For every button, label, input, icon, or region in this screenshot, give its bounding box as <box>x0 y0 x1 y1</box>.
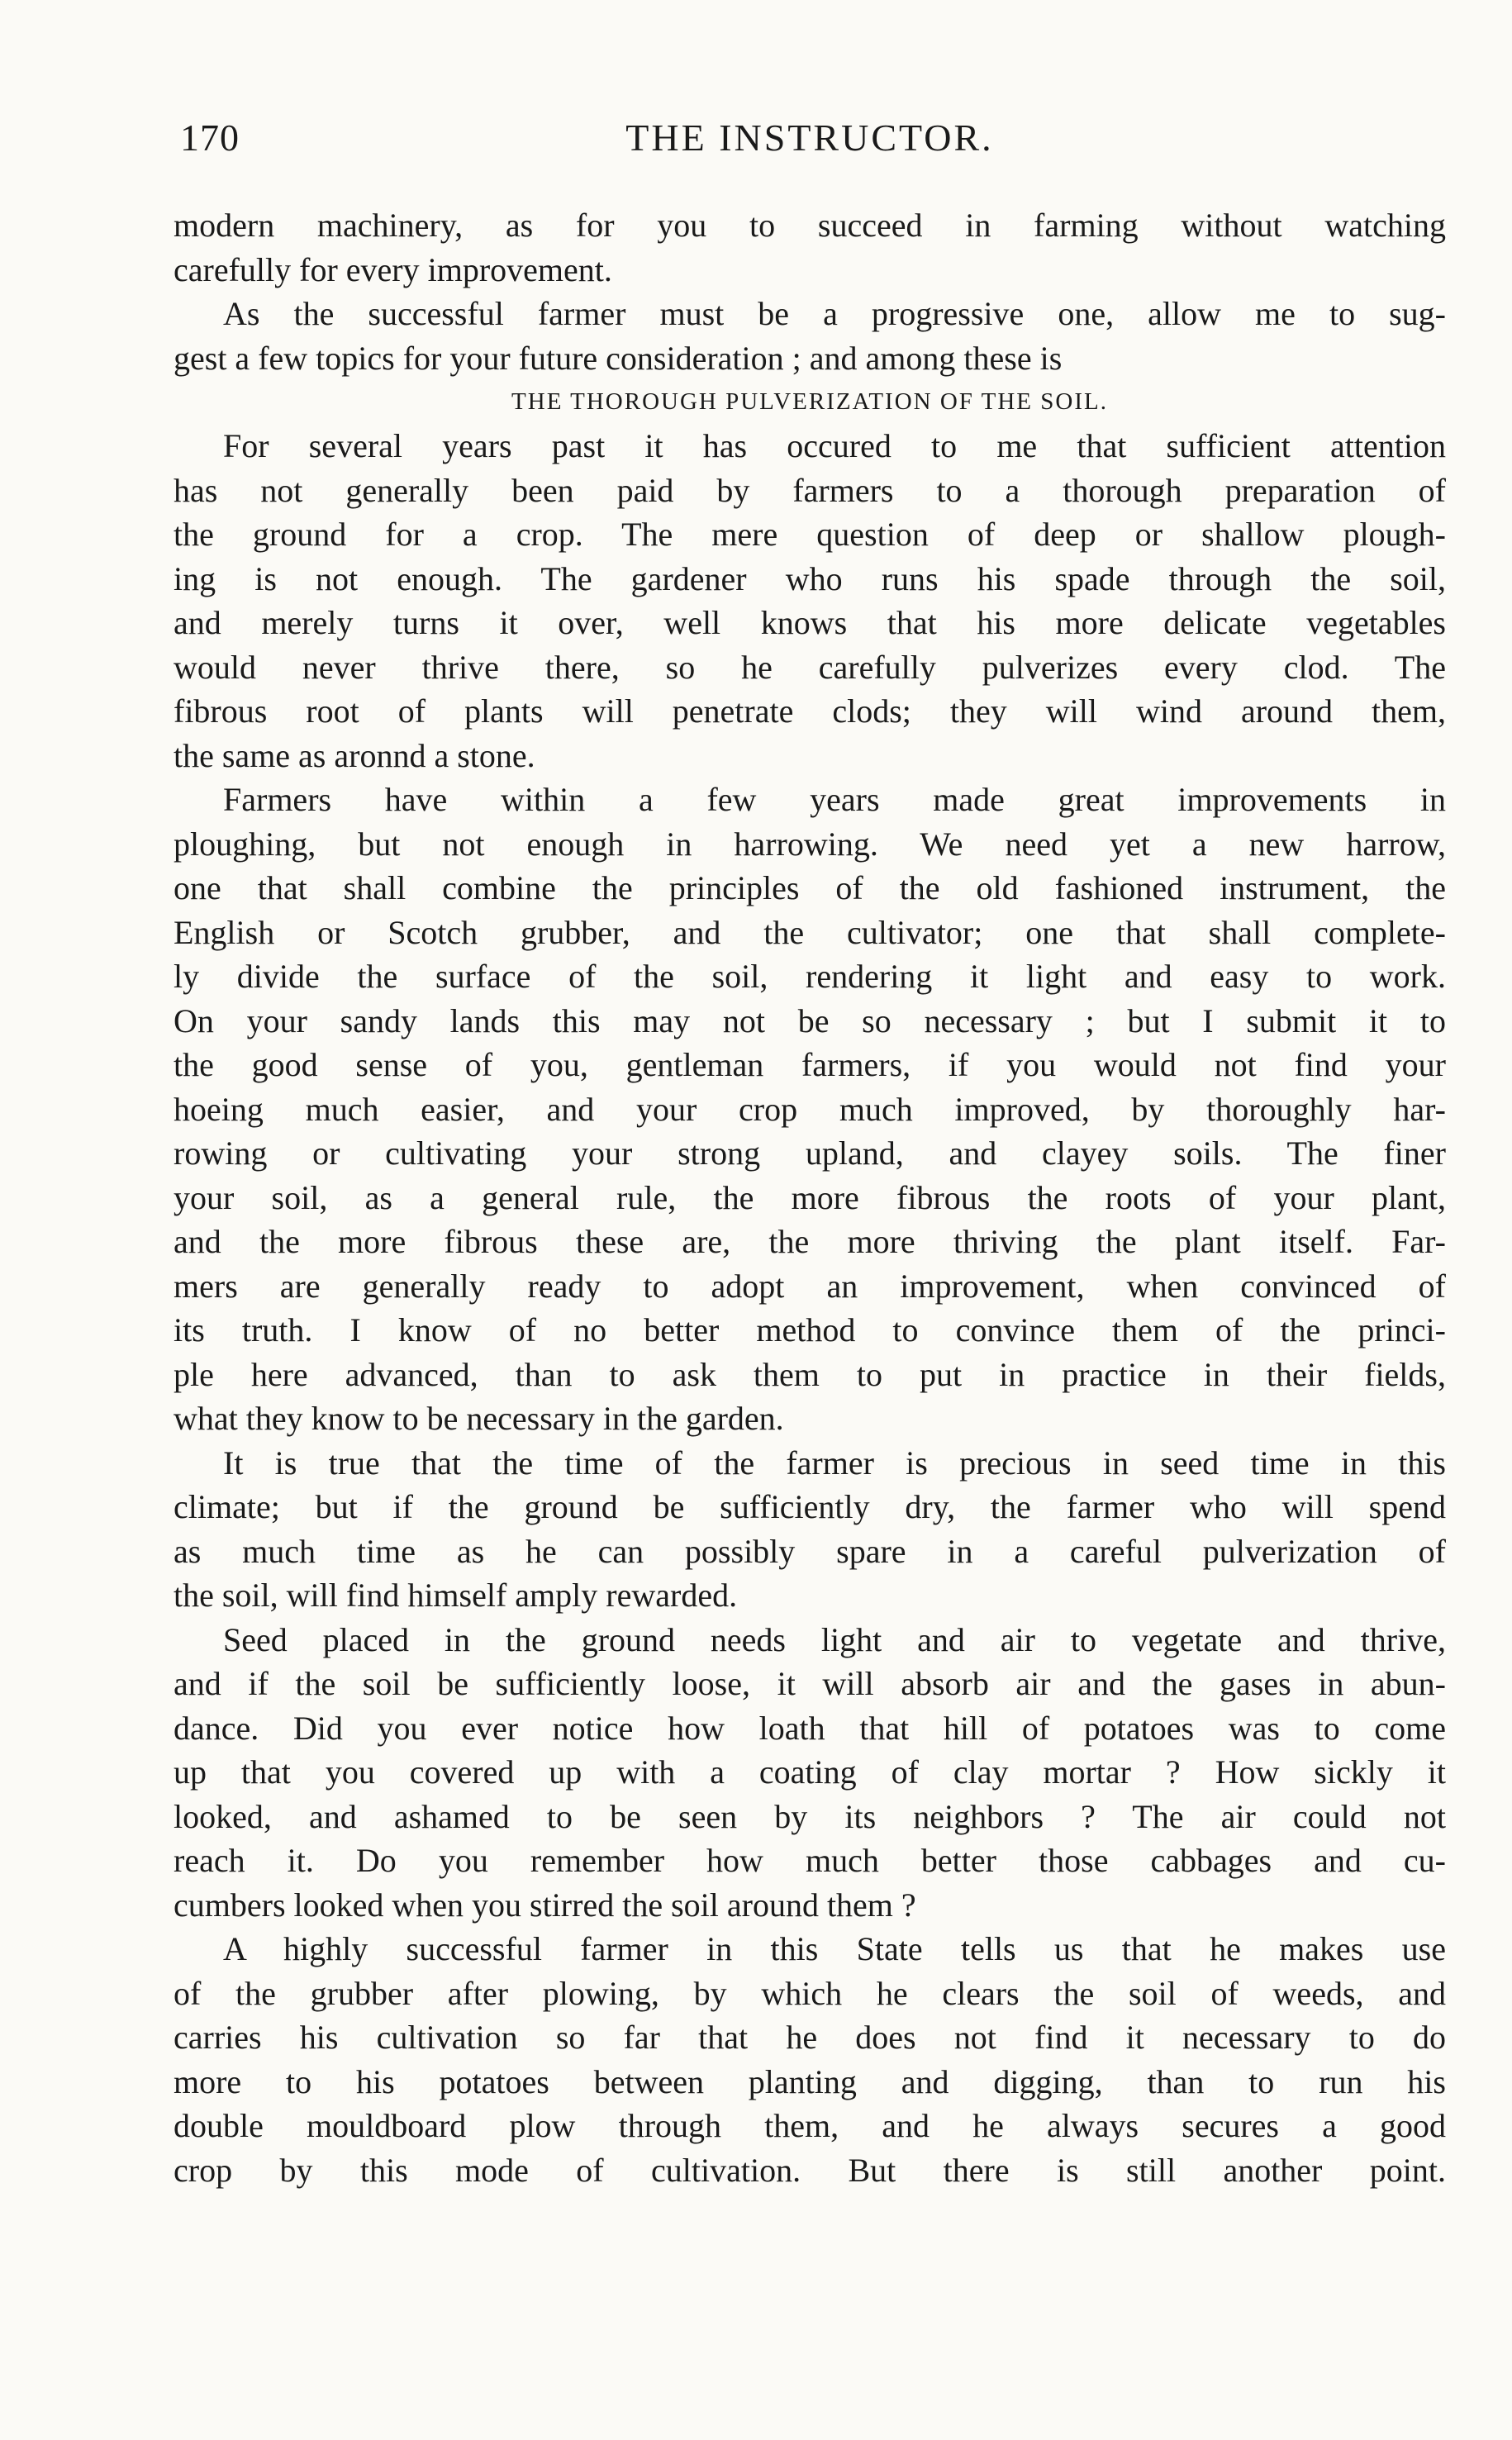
paragraph <box>174 1927 1446 2192</box>
text-line: ly divide the surface of the soil, rendering it light and easy to work. <box>174 958 1446 995</box>
text-line: its truth. I know of no better method to convince them of the princi- <box>174 1311 1446 1348</box>
text-line: Farmers have within a few years made great improvements in <box>223 781 1446 818</box>
text-line: It is true that the time of the farmer is precious in seed time in this <box>223 1444 1446 1482</box>
text-line: as much time as he can possibly spare in a careful pulverization of <box>174 1532 1446 1570</box>
text-line: your soil, as a general rule, the more fibrous the roots of your plant, <box>174 1178 1446 1216</box>
text-line: crop by this mode of cultivation. But there is still another point. <box>174 2151 1446 2189</box>
text-line: more to his potatoes between planting and digging, than to run his <box>174 2062 1446 2100</box>
text-line: one that shall combine the principles of the old fashioned instrument, the <box>174 869 1446 906</box>
text-line: climate; but if the ground be sufficiently dry, the farmer who will spend <box>174 1488 1446 1525</box>
running-head <box>174 116 1446 174</box>
text-line: looked, and ashamed to be seen by its neighbors ? The air could not <box>174 1797 1446 1835</box>
text-line: mers are generally ready to adopt an improvement, when convinced of <box>174 1267 1446 1305</box>
text-line: double mouldboard plow through them, and he always secures a good <box>174 2107 1446 2144</box>
text-line: cumbers looked when you stirred the soil around them ? <box>174 1886 916 1924</box>
text-line: Seed placed in the ground needs light and air to vegetate and thrive, <box>223 1620 1446 1658</box>
running-title: THE INSTRUCTOR. <box>625 117 994 159</box>
text-line: fibrous root of plants will penetrate clods; they will wind around them, <box>174 692 1446 730</box>
text-line: what they know to be necessary in the garden. <box>174 1400 784 1437</box>
text-line: up that you covered up with a coating of clay mortar ? How sickly it <box>174 1753 1446 1791</box>
page <box>174 116 1446 2192</box>
text-line: the good sense of you, gentleman farmers, if you would not find your <box>174 1046 1446 1083</box>
text-line: the same as aronnd a stone. <box>174 736 535 774</box>
text-line: ploughing, but not enough in harrowing. We need yet a new harrow, <box>174 825 1446 863</box>
text-line: has not generally been paid by farmers to a thorough preparation of <box>174 471 1446 509</box>
text-line: As the successful farmer must be a progressive one, allow me to sug- <box>223 295 1446 332</box>
text-line: and merely turns it over, well knows that his more delicate vegetables <box>174 604 1446 641</box>
paragraph <box>174 292 1446 380</box>
text-line: of the grubber after plowing, by which he clears the soil of weeds, and <box>174 1974 1446 2012</box>
section-heading: THE THOROUGH PULVERIZATION OF THE SOIL. <box>511 388 1108 415</box>
text-line: For several years past it has occured to me that sufficient attention <box>223 427 1446 464</box>
paragraph <box>174 1441 1446 1618</box>
text-line: the ground for a crop. The mere question of deep or shallow plough- <box>174 516 1446 553</box>
text-line: A highly successful farmer in this State tells us that he makes use <box>223 1930 1446 1967</box>
paragraph <box>174 1618 1446 1928</box>
page-number: 170 <box>180 117 240 159</box>
text-line: the soil, will find himself amply rewarded. <box>174 1577 738 1614</box>
paragraph <box>174 778 1446 1441</box>
text-line: would never thrive there, so he carefully pulverizes every clod. The <box>174 648 1446 686</box>
text-line: gest a few topics for your future consideration ; and among these is <box>174 339 1063 377</box>
text-line: On your sandy lands this may not be so necessary ; but I submit it to <box>174 1001 1446 1039</box>
text-line: carefully for every improvement. <box>174 250 612 288</box>
text-line: and if the soil be sufficiently loose, it will absorb air and the gases in abun- <box>174 1665 1446 1702</box>
text-line: carries his cultivation so far that he does not find it necessary to do <box>174 2019 1446 2056</box>
text-line: ple here advanced, than to ask them to put in practice in their fields, <box>174 1355 1446 1393</box>
text-line: dance. Did you ever notice how loath that hill of potatoes was to come <box>174 1709 1446 1747</box>
text-line: modern machinery, as for you to succeed in farming without watching <box>174 207 1446 244</box>
paragraph <box>174 203 1446 292</box>
text-line: hoeing much easier, and your crop much improved, by thoroughly har- <box>174 1090 1446 1128</box>
body-text <box>174 203 1446 2192</box>
text-line: rowing or cultivating your strong upland, and clayey soils. The finer <box>174 1134 1446 1172</box>
text-line: reach it. Do you remember how much better those cabbages and cu- <box>174 1842 1446 1879</box>
text-line: English or Scotch grubber, and the cultivator; one that shall complete- <box>174 913 1446 951</box>
paragraph <box>174 424 1446 778</box>
text-line: ing is not enough. The gardener who runs his spade through the soil, <box>174 559 1446 597</box>
text-line: and the more fibrous these are, the more thriving the plant itself. Far- <box>174 1223 1446 1260</box>
